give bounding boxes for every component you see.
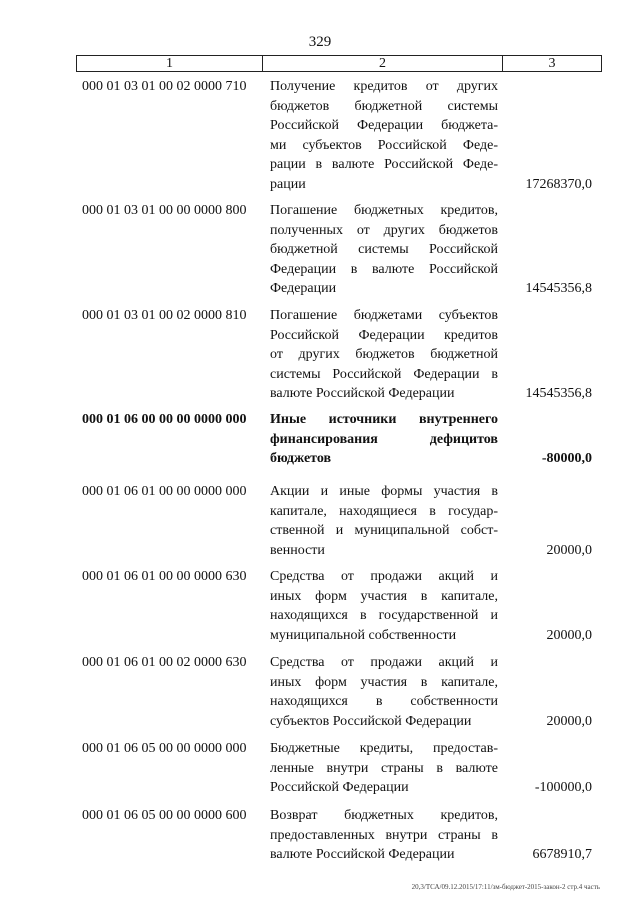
description-line: капитале, находящиеся в государ-	[270, 503, 498, 519]
description-line: системы Российской Федерации в	[270, 366, 498, 382]
description-line: Российской Федерации	[270, 780, 409, 795]
footer-stamp: 20,3/ТСА/09.12.2015/17:11/зм-бюджет-2015-закон-2 стр.4 часть	[411, 883, 600, 891]
page-number: 329	[308, 34, 332, 50]
row-code: 000 01 06 00 00 00 0000 000	[82, 412, 247, 427]
description-line: субъектов Российской Федерации	[270, 713, 472, 729]
row-amount: 6678910,7	[532, 847, 592, 862]
description-line: Возврат бюджетных кредитов,	[270, 808, 498, 823]
description-line: предоставленных внутри страны в	[270, 827, 498, 843]
description-line: иных форм участия в капитале,	[270, 674, 498, 690]
column-header-3: 3	[548, 56, 556, 71]
description-line: Средства от продажи акций и	[270, 569, 498, 584]
description-line: находящихся в собственности	[270, 694, 498, 709]
column-header-2: 2	[263, 56, 503, 71]
row-amount: 17268370,0	[525, 176, 592, 192]
description-line: Погашение бюджетами субъектов	[270, 308, 498, 323]
description-line: ми субъектов Российской Феде-	[270, 137, 498, 153]
description-line: ленные внутри страны в валюте	[270, 760, 498, 776]
row-description	[270, 201, 498, 299]
description-line: венности	[270, 542, 325, 558]
row-description	[270, 410, 498, 469]
row-amount: -100000,0	[534, 780, 592, 795]
row-code: 000 01 06 05 00 00 0000 600	[82, 808, 247, 823]
description-line: Погашение бюджетных кредитов,	[270, 203, 498, 218]
row-code: 000 01 03 01 00 00 0000 800	[82, 203, 247, 218]
description-line: находящихся в государственной и	[270, 608, 498, 623]
row-code: 000 01 06 01 00 00 0000 630	[82, 569, 247, 584]
description-line: рации в валюте Российской Феде-	[270, 157, 498, 172]
row-description	[270, 567, 498, 645]
description-line: Российской Федерации кредитов	[270, 327, 498, 343]
description-line: муниципальной собственности	[270, 627, 457, 643]
description-line: валюте Российской Федерации	[270, 847, 455, 862]
description-line: полученных от других бюджетов	[270, 222, 498, 238]
description-line: от других бюджетов бюджетной	[270, 347, 498, 362]
description-line: бюджетов	[270, 451, 332, 466]
description-line: Иные источники внутреннего	[270, 412, 498, 427]
column-header-row	[76, 55, 602, 72]
description-line: Акции и иные формы участия в	[270, 484, 498, 499]
row-description	[270, 739, 498, 798]
row-amount: 20000,0	[546, 627, 592, 643]
row-amount: 20000,0	[546, 713, 592, 729]
description-line: Российской Федерации бюджета-	[270, 118, 498, 133]
row-description	[270, 806, 498, 865]
row-amount: -80000,0	[541, 451, 592, 466]
description-line: рации	[270, 176, 306, 192]
row-description	[270, 306, 498, 404]
row-description	[270, 77, 498, 194]
description-line: Бюджетные кредиты, предостав-	[270, 741, 498, 756]
description-line: ственной и муниципальной собст-	[270, 523, 498, 538]
row-code: 000 01 03 01 00 02 0000 710	[82, 79, 247, 94]
description-line: бюджетов бюджетной системы	[270, 98, 498, 114]
row-amount: 14545356,8	[525, 281, 592, 296]
row-amount: 20000,0	[546, 542, 592, 558]
description-line: бюджетной системы Российской	[270, 242, 498, 257]
row-description	[270, 482, 498, 560]
row-code: 000 01 06 01 00 02 0000 630	[82, 655, 247, 670]
description-line: валюте Российской Федерации	[270, 386, 455, 401]
row-code: 000 01 03 01 00 02 0000 810	[82, 308, 247, 323]
description-line: финансирования дефицитов	[270, 431, 498, 447]
row-code: 000 01 06 01 00 00 0000 000	[82, 484, 247, 499]
row-code: 000 01 06 05 00 00 0000 000	[82, 741, 247, 756]
description-line: Федерации в валюте Российской	[270, 261, 498, 277]
description-line: иных форм участия в капитале,	[270, 588, 498, 604]
row-description	[270, 653, 498, 731]
description-line: Федерации	[270, 281, 337, 296]
column-header-1: 1	[77, 56, 263, 71]
description-line: Получение кредитов от других	[270, 79, 498, 94]
row-amount: 14545356,8	[525, 386, 592, 401]
description-line: Средства от продажи акций и	[270, 655, 498, 670]
